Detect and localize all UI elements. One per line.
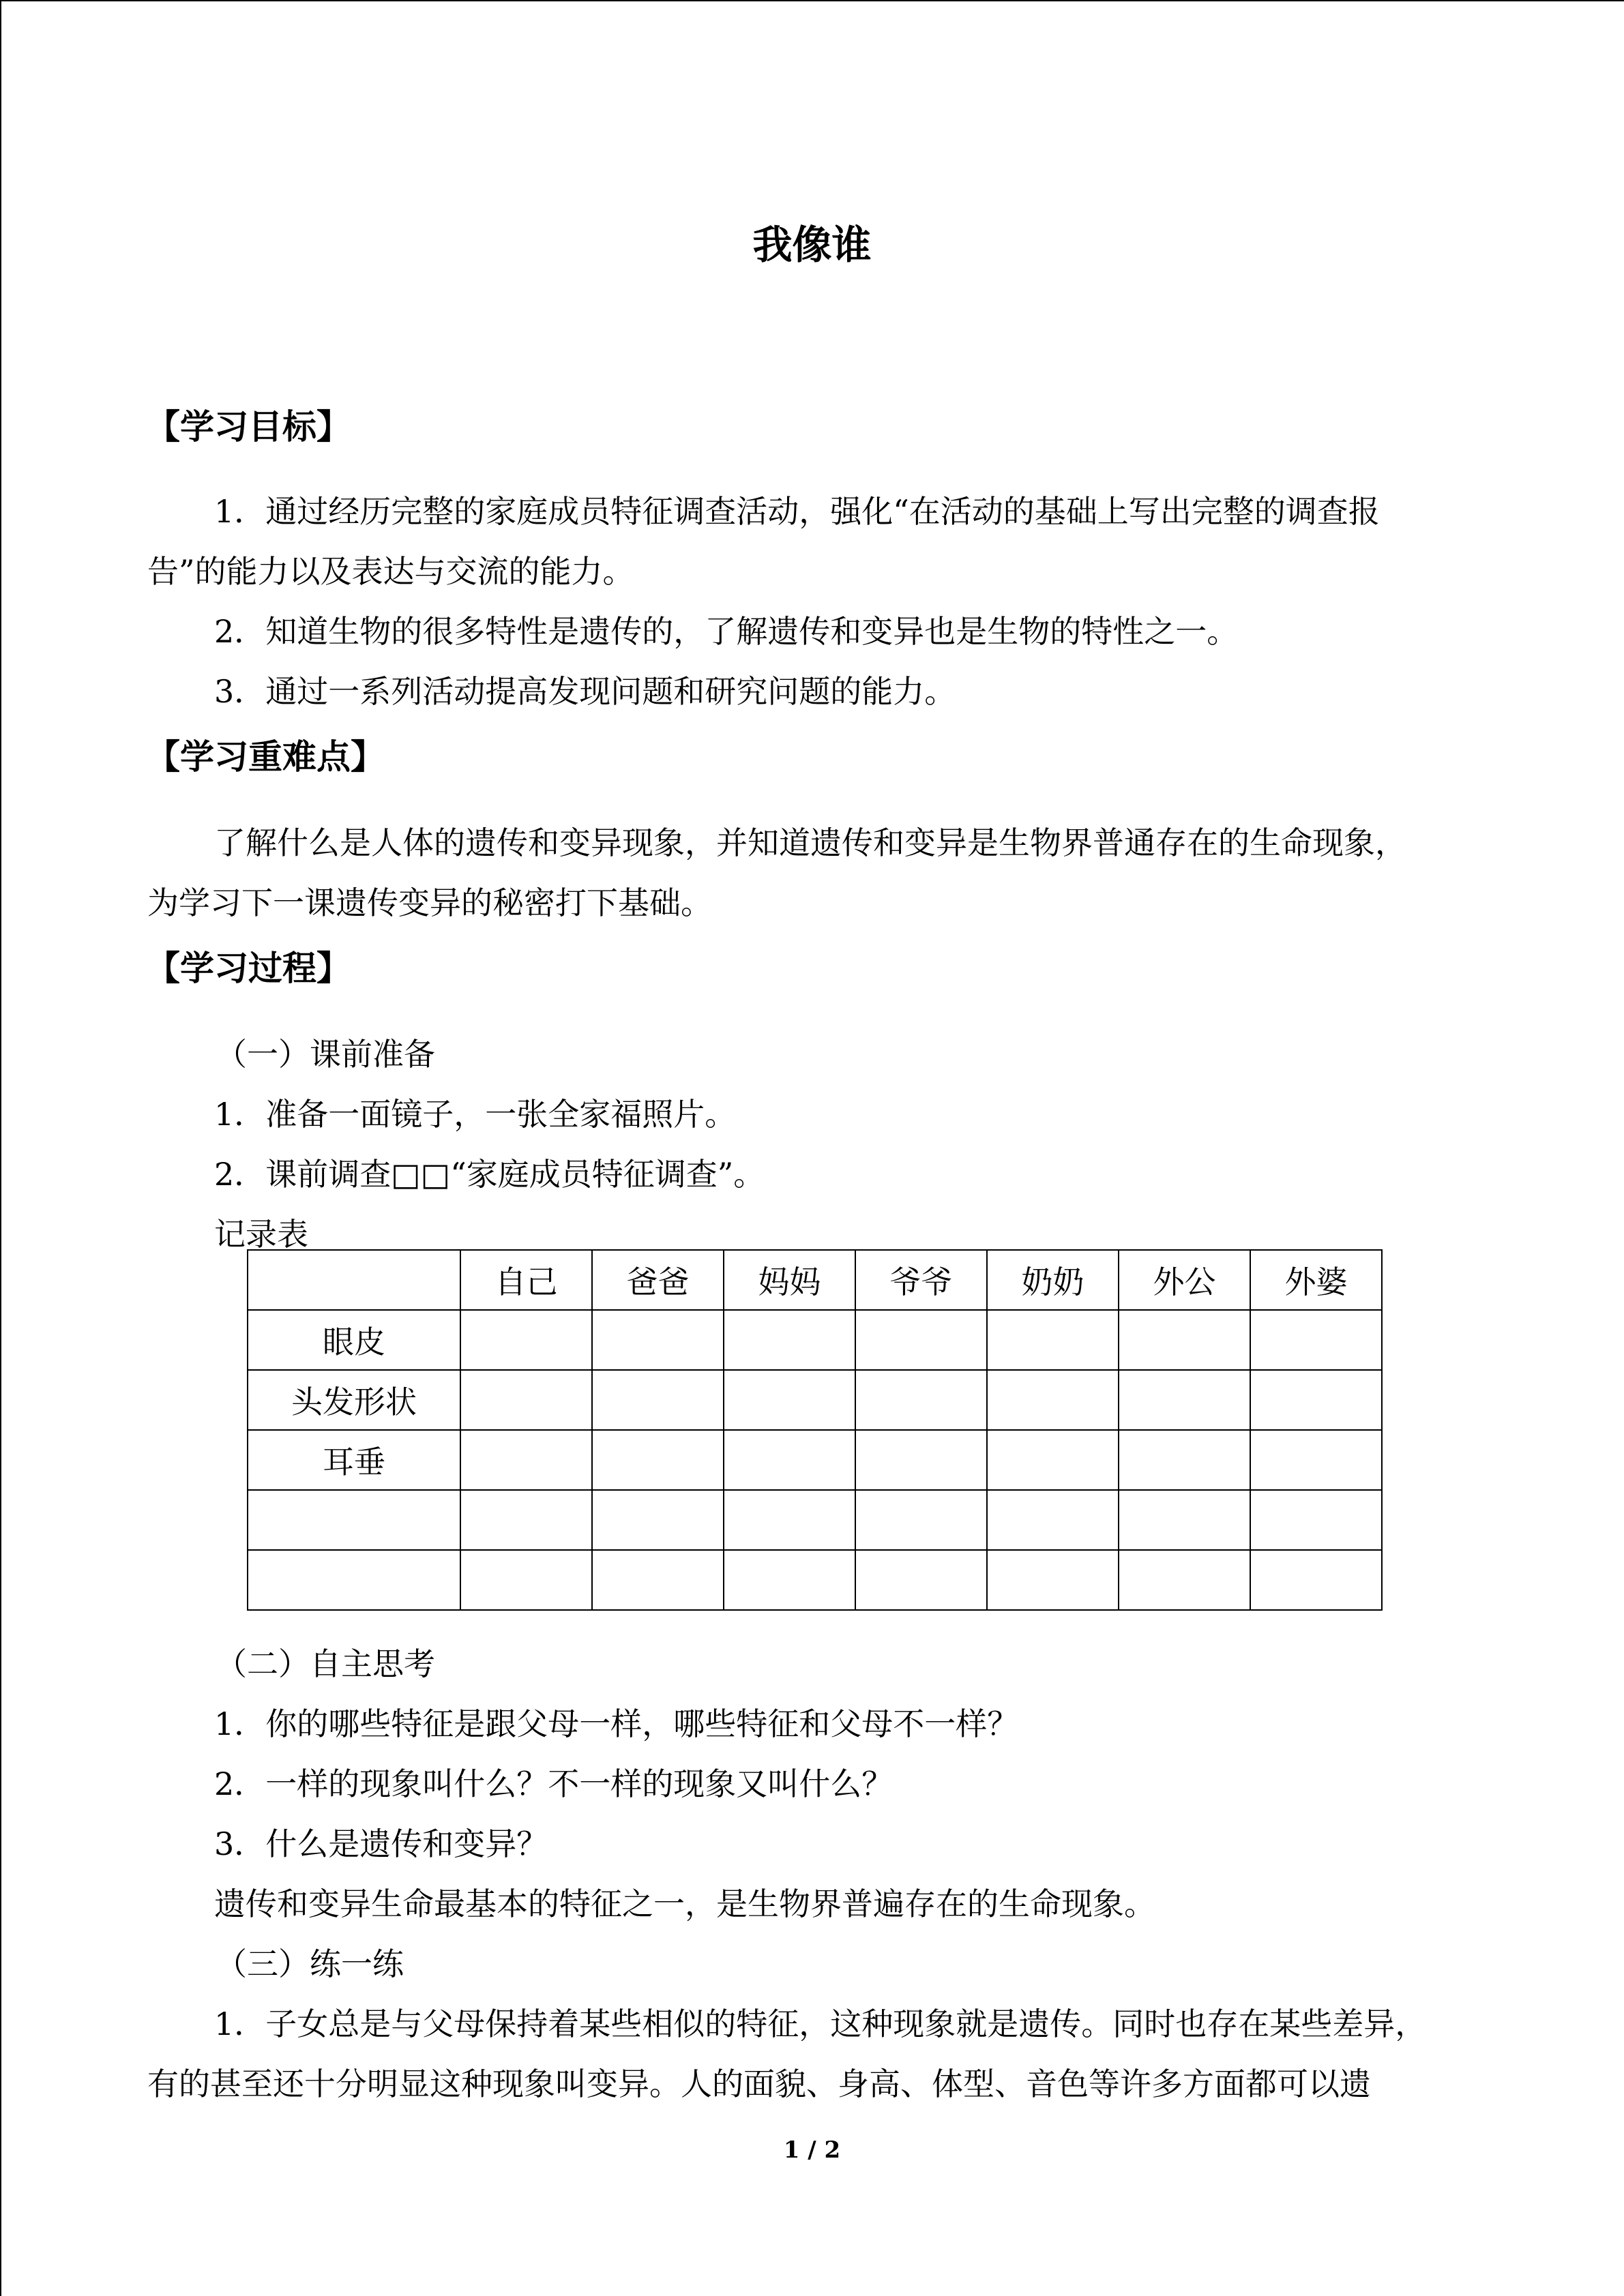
think-item-2: 2．一样的现象叫什么？不一样的现象又叫什么？ <box>214 1765 894 1802</box>
practice-item-1b: 有的甚至还十分明显这种现象叫变异。人的面貌、身高、体型、音色等许多方面都可以遗 <box>147 2066 1371 2102</box>
table-row-label <box>248 1490 460 1550</box>
table-row-label: 头发形状 <box>248 1370 460 1430</box>
table-cell <box>1119 1490 1250 1550</box>
table-cell <box>987 1430 1119 1490</box>
table-cell <box>460 1550 592 1610</box>
table-cell <box>724 1310 855 1370</box>
table-row <box>248 1370 1382 1430</box>
prep-title: （一）课前准备 <box>216 1036 435 1073</box>
table-cell <box>855 1310 987 1370</box>
table-cell <box>460 1490 592 1550</box>
heading-process: 【学习过程】 <box>146 948 351 988</box>
table-cell <box>987 1310 1119 1370</box>
think-item-3: 3．什么是遗传和变异？ <box>214 1825 548 1862</box>
table-cell <box>1119 1310 1250 1370</box>
table-cell <box>460 1370 592 1430</box>
table-row <box>248 1430 1382 1490</box>
heading-goals: 【学习目标】 <box>146 406 351 447</box>
table-cell <box>724 1550 855 1610</box>
table-row <box>248 1490 1382 1550</box>
table-header-cell: 爸爸 <box>592 1250 724 1310</box>
table-cell <box>724 1430 855 1490</box>
table-cell <box>1250 1490 1382 1550</box>
key-points-line-b: 为学习下一课遗传变异的秘密打下基础。 <box>147 884 712 921</box>
table-cell <box>460 1310 592 1370</box>
table-header-cell: 外公 <box>1119 1250 1250 1310</box>
table-cell <box>855 1430 987 1490</box>
table-header-cell: 爷爷 <box>855 1250 987 1310</box>
goal-item-1b: 告”的能力以及表达与交流的能力。 <box>147 553 634 590</box>
practice-item-1a: 1．子女总是与父母保持着某些相似的特征，这种现象就是遗传。同时也存在某些差异， <box>214 2006 1427 2042</box>
think-title: （二）自主思考 <box>216 1645 435 1682</box>
table-cell <box>592 1430 724 1490</box>
table-caption: 记录表 <box>214 1216 308 1253</box>
table-cell <box>1119 1550 1250 1610</box>
prep-item-2: 2．课前调查□□“家庭成员特征调查”。 <box>214 1156 765 1193</box>
table-header-cell: 外婆 <box>1250 1250 1382 1310</box>
table-cell <box>592 1550 724 1610</box>
goal-item-1a: 1．通过经历完整的家庭成员特征调查活动，强化“在活动的基础上写出完整的调查报 <box>214 493 1380 530</box>
table-row-label <box>248 1550 460 1610</box>
table-cell <box>1119 1370 1250 1430</box>
table-cell <box>855 1550 987 1610</box>
heading-key-points: 【学习重难点】 <box>146 736 385 777</box>
table-header-row <box>248 1250 1382 1310</box>
table-cell <box>987 1370 1119 1430</box>
table-cell <box>1250 1550 1382 1610</box>
table-header-cell: 自己 <box>460 1250 592 1310</box>
goal-item-3: 3．通过一系列活动提高发现问题和研究问题的能力。 <box>214 673 956 710</box>
table-cell <box>1250 1430 1382 1490</box>
goal-item-2: 2．知道生物的很多特性是遗传的，了解遗传和变异也是生物的特性之一。 <box>214 613 1239 650</box>
table-cell <box>460 1430 592 1490</box>
think-answer: 遗传和变异生命最基本的特征之一，是生物界普遍存在的生命现象。 <box>214 1885 1155 1922</box>
table-cell <box>1119 1430 1250 1490</box>
table-cell <box>1250 1310 1382 1370</box>
table-header-cell: 妈妈 <box>724 1250 855 1310</box>
prep-item-1: 1．准备一面镜子，一张全家福照片。 <box>214 1096 737 1133</box>
table-row <box>248 1550 1382 1610</box>
table-cell <box>592 1490 724 1550</box>
record-table <box>247 1249 1383 1611</box>
table-cell <box>592 1370 724 1430</box>
table-row <box>248 1310 1382 1370</box>
table-cell <box>1250 1370 1382 1430</box>
table-cell <box>987 1490 1119 1550</box>
table-row-label: 眼皮 <box>248 1310 460 1370</box>
table-cell <box>592 1310 724 1370</box>
table-cell <box>724 1370 855 1430</box>
table-cell <box>987 1550 1119 1610</box>
think-item-1: 1．你的哪些特征是跟父母一样，哪些特征和父母不一样？ <box>214 1705 1019 1742</box>
table-header-cell: 奶奶 <box>987 1250 1119 1310</box>
table-cell <box>724 1490 855 1550</box>
practice-title: （三）练一练 <box>216 1945 404 1982</box>
key-points-line-a: 了解什么是人体的遗传和变异现象，并知道遗传和变异是生物界普通存在的生命现象， <box>214 824 1406 861</box>
table-row-label: 耳垂 <box>248 1430 460 1490</box>
document-title: 我像谁 <box>752 222 872 268</box>
page-number: 1 / 2 <box>783 2136 841 2164</box>
table-cell <box>855 1370 987 1430</box>
table-cell <box>855 1490 987 1550</box>
table-header-cell <box>248 1250 460 1310</box>
